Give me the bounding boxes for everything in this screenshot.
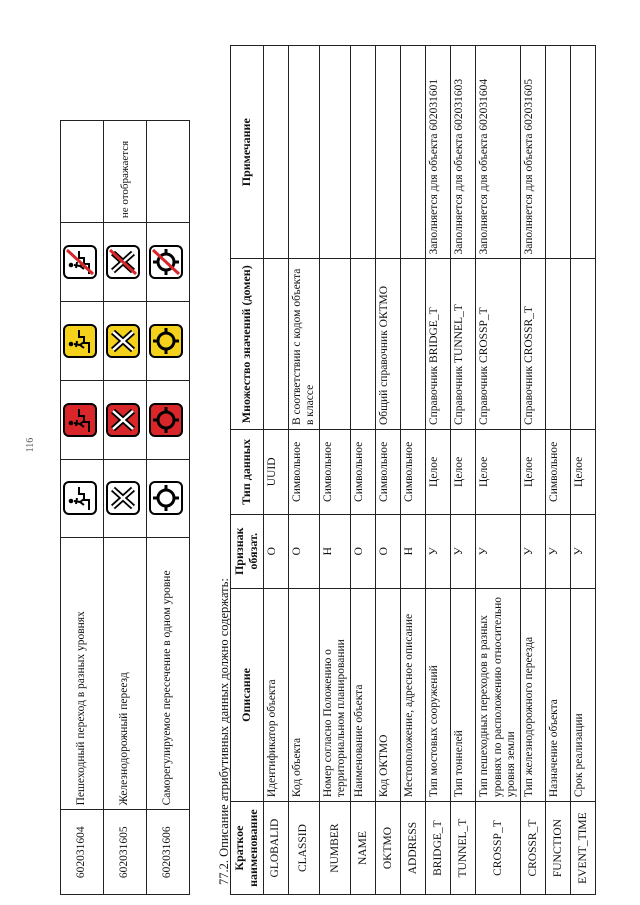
roundabout-icon [149, 245, 183, 279]
table-row [521, 46, 546, 895]
symbol-cell-yellow [61, 301, 104, 380]
table-cell: CROSSP_T [476, 802, 521, 895]
table-cell: Символьное [320, 430, 351, 515]
column-header: Множество значений (домен) [231, 259, 264, 430]
column-header: Признак обязат. [231, 514, 264, 588]
symbol-cell-red [147, 380, 190, 459]
symbol-cell-yellow [104, 301, 147, 380]
table-cell: Срок реализации [571, 588, 596, 801]
table-cell: Символьное [351, 430, 376, 515]
table-cell: В соответствии с кодом объекта в классе [288, 259, 319, 430]
table-cell: CROSSR_T [521, 802, 546, 895]
table-cell: Номер согласно Положению о территориальном планировании [320, 588, 351, 801]
table-cell: Символьное [376, 430, 401, 515]
table-cell [546, 259, 571, 430]
object-code: 602031604 [61, 810, 104, 895]
railway-crossing-icon [106, 324, 140, 358]
column-header: Краткое наименование [231, 802, 264, 895]
table-row [426, 46, 451, 895]
table-cell: FUNCTION [546, 802, 571, 895]
pedestrian-crossing-icon [63, 245, 97, 279]
table-row [451, 46, 476, 895]
table-cell: Заполняется для объекта 602031603 [451, 46, 476, 259]
table-row [571, 46, 596, 895]
table-cell: Код объекта [288, 588, 319, 801]
table-cell: BRIDGE_T [426, 802, 451, 895]
table-cell [263, 259, 288, 430]
table-cell [571, 259, 596, 430]
table-cell: Заполняется для объекта 602031601 [426, 46, 451, 259]
table-row [546, 46, 571, 895]
table-row [288, 46, 319, 895]
table-cell: UUID [263, 430, 288, 515]
column-header: Описание [231, 588, 264, 801]
table-cell [351, 46, 376, 259]
table-cell: Н [320, 514, 351, 588]
object-code: 602031605 [104, 810, 147, 895]
symbol-cell-yellow [147, 301, 190, 380]
table-cell: У [546, 514, 571, 588]
column-header: Примечание [231, 46, 264, 259]
symbol-note [61, 121, 104, 223]
table-row [351, 46, 376, 895]
table-cell [351, 259, 376, 430]
symbol-cell-red [61, 380, 104, 459]
table-cell: Целое [476, 430, 521, 515]
table-cell: Целое [451, 430, 476, 515]
symbol-cell-white [147, 459, 190, 538]
table-cell: У [571, 514, 596, 588]
table-cell: Справочник TUNNEL_T [451, 259, 476, 430]
table-cell [401, 46, 426, 259]
table-cell [401, 259, 426, 430]
table-cell: У [451, 514, 476, 588]
table-cell: Тип пешеходных переходов в разных уровнях по расположению относительно уровня земли [476, 588, 521, 801]
table-cell: GLOBALID [263, 802, 288, 895]
symbol-row [61, 121, 104, 895]
table-cell: Тип тоннелей [451, 588, 476, 801]
table-row [401, 46, 426, 895]
table-cell: Заполняется для объекта 602031604 [476, 46, 521, 259]
table-cell: Общий справочник ОКТМО [376, 259, 401, 430]
table-cell: EVENT_TIME [571, 802, 596, 895]
table-cell: У [476, 514, 521, 588]
table-cell: Назначение объекта [546, 588, 571, 801]
symbol-cell-white [61, 459, 104, 538]
table-cell: OKTMO [376, 802, 401, 895]
object-code: 602031606 [147, 810, 190, 895]
table-cell [288, 46, 319, 259]
pedestrian-crossing-icon [63, 324, 97, 358]
table-cell: Символьное [546, 430, 571, 515]
table-cell: Целое [521, 430, 546, 515]
table-cell: Местоположение, адресное описание [401, 588, 426, 801]
table-cell: Код ОКТМО [376, 588, 401, 801]
table-cell: О [376, 514, 401, 588]
table-cell: Тип мостовых сооружений [426, 588, 451, 801]
object-description: Пешеходный переход в разных уровнях [61, 538, 104, 810]
symbol-cell-crossed [147, 223, 190, 302]
table-cell: ADDRESS [401, 802, 426, 895]
symbol-cell-crossed [104, 223, 147, 302]
column-header: Тип данных [231, 430, 264, 515]
table-cell: Символьное [288, 430, 319, 515]
table-row [476, 46, 521, 895]
table-cell: Символьное [401, 430, 426, 515]
table-cell: Наименование объекта [351, 588, 376, 801]
roundabout-icon [149, 324, 183, 358]
roundabout-icon [149, 481, 183, 515]
table-cell: Идентификатор объекта [263, 588, 288, 801]
railway-crossing-icon [106, 245, 140, 279]
table-row [320, 46, 351, 895]
roundabout-icon [149, 403, 183, 437]
table-cell: О [351, 514, 376, 588]
table-cell [546, 46, 571, 259]
table-cell: NAME [351, 802, 376, 895]
table-cell: NUMBER [320, 802, 351, 895]
table-cell: О [288, 514, 319, 588]
table-cell: Целое [426, 430, 451, 515]
table-cell: У [521, 514, 546, 588]
table-cell: О [263, 514, 288, 588]
railway-crossing-icon [106, 403, 140, 437]
table-cell: CLASSID [288, 802, 319, 895]
symbol-row [104, 121, 147, 895]
table-row [376, 46, 401, 895]
symbol-cell-red [104, 380, 147, 459]
symbol-note: не отображается [104, 121, 147, 223]
symbol-note [147, 121, 190, 223]
table-cell: Заполняется для объекта 602031605 [521, 46, 546, 259]
pedestrian-crossing-icon [63, 481, 97, 515]
railway-crossing-icon [106, 481, 140, 515]
symbol-table [60, 120, 190, 895]
symbol-cell-crossed [61, 223, 104, 302]
table-cell: Справочник CROSSP_T [476, 259, 521, 430]
table-cell: Н [401, 514, 426, 588]
pedestrian-crossing-icon [63, 403, 97, 437]
attribute-table [230, 45, 596, 895]
symbol-cell-white [104, 459, 147, 538]
table-cell [263, 46, 288, 259]
table-cell: Справочник CROSSR_T [521, 259, 546, 430]
table-cell: TUNNEL_T [451, 802, 476, 895]
page-number: 116 [25, 437, 36, 453]
object-description: Саморегулируемое пересечение в одном уровне [147, 538, 190, 810]
table-cell [320, 259, 351, 430]
table-cell: Справочник BRIDGE_T [426, 259, 451, 430]
table-cell [320, 46, 351, 259]
table-cell: Целое [571, 430, 596, 515]
table-row [263, 46, 288, 895]
table-cell [571, 46, 596, 259]
table-cell: У [426, 514, 451, 588]
table-cell [376, 46, 401, 259]
table-cell: Тип железнодорожного переезда [521, 588, 546, 801]
symbol-row [147, 121, 190, 895]
object-description: Железнодорожный переезд [104, 538, 147, 810]
section-caption: 77.2. Описание атрибутивных данных должно содержать: [217, 578, 231, 885]
